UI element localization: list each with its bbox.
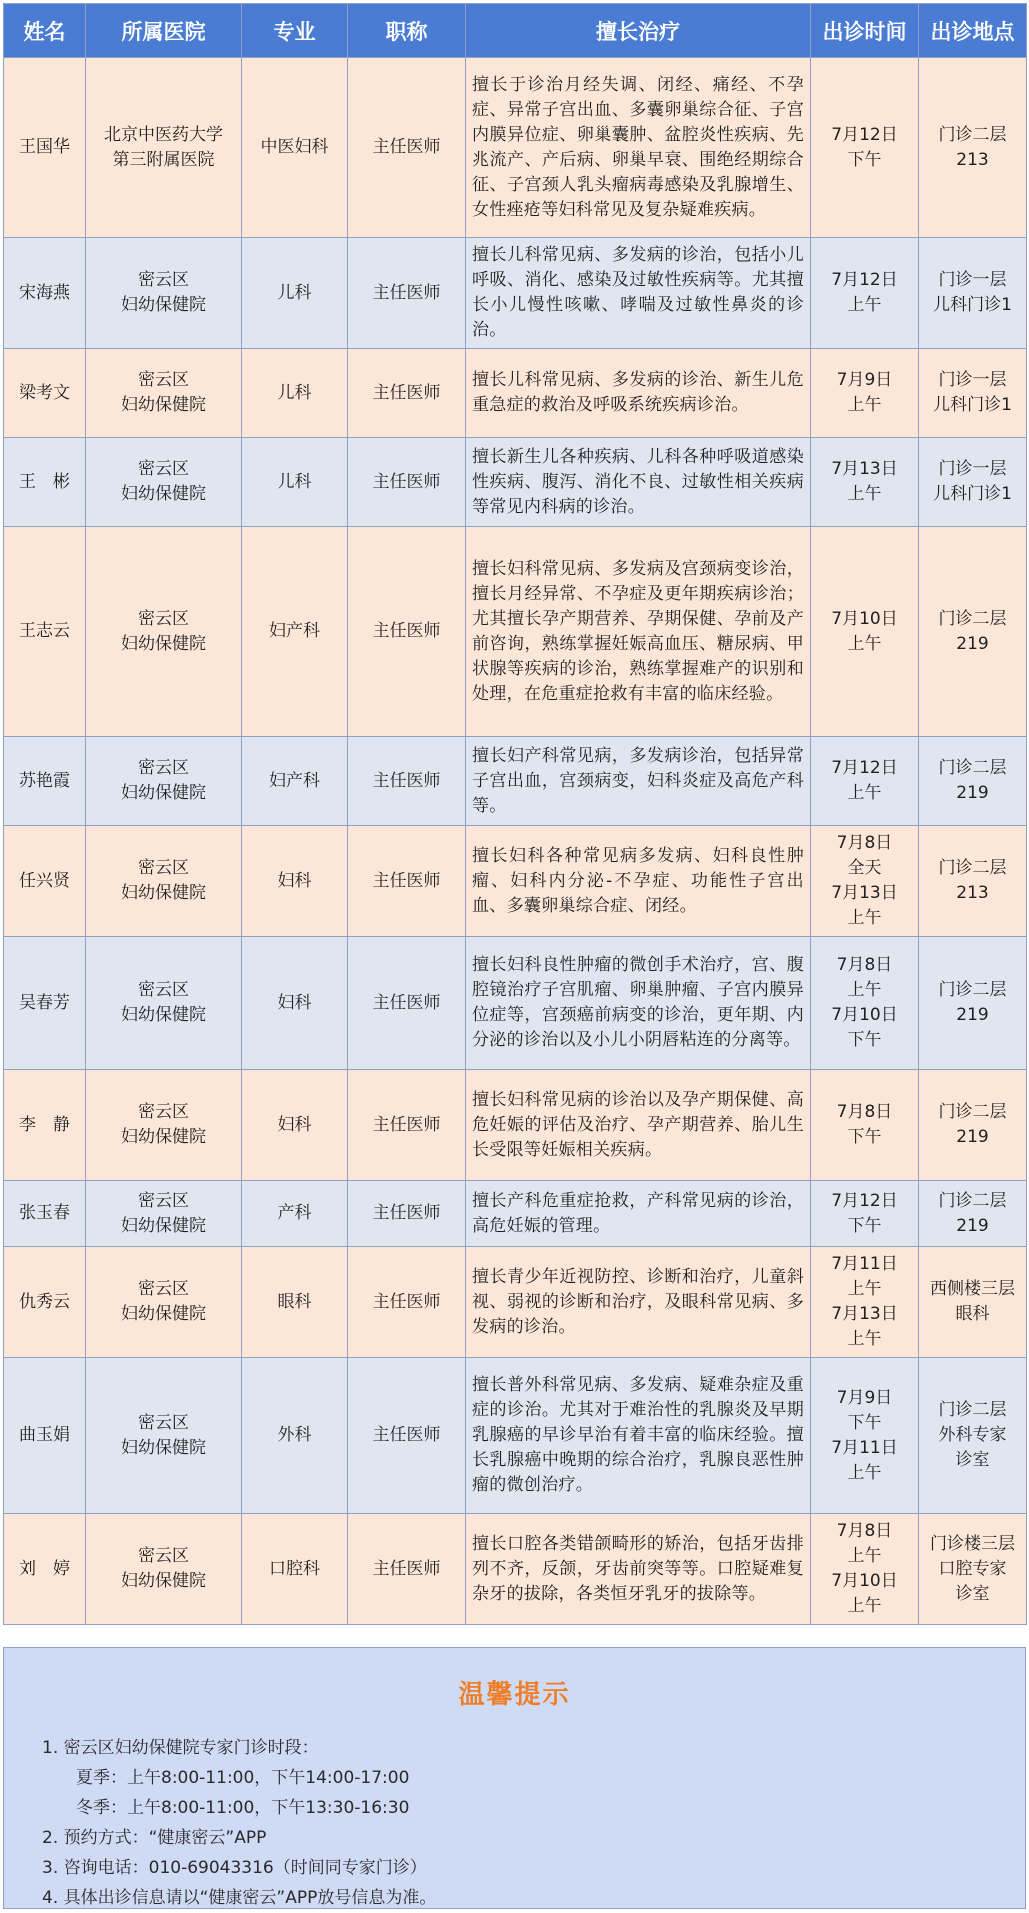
time-cell-line: 下午 [847,1215,882,1236]
specialty-cell: 儿科 [242,238,348,349]
title-cell: 主任医师 [348,1247,466,1358]
location-cell [919,238,1027,349]
hospital-cell [86,937,242,1070]
header-specialty: 专业 [242,4,348,58]
time-cell-line: 上午 [847,295,882,315]
header-title: 职称 [348,4,466,58]
location-cell [919,826,1027,937]
hospital-cell-line: 密云区 [138,1412,189,1433]
location-cell-line: 门诊二层 [938,1400,1007,1420]
title-cell: 主任医师 [348,438,466,527]
hospital-cell [86,238,242,349]
time-cell-line: 7月9日 [836,370,893,390]
time-cell-line: 7月13日 [831,883,898,903]
time-cell-line: 上午 [847,1462,882,1483]
title-cell: 主任医师 [348,527,466,737]
location-cell-line: 诊室 [955,1450,990,1470]
table-row [4,349,1027,438]
time-cell [811,527,919,737]
time-cell [811,1358,919,1514]
expertise-cell: 擅长新生儿各种疾病、儿科各种呼吸道感染性疾病、腹泻、消化不良、过敏性相关疾病等常见内科病的诊治。 [466,438,811,527]
table-row [4,826,1027,937]
time-cell-line: 7月12日 [831,270,898,290]
location-cell [919,1247,1027,1358]
time-cell [811,1070,919,1181]
hospital-cell-line: 密云区 [138,980,189,1000]
time-cell-line: 上午 [847,1596,882,1616]
time-cell [811,1181,919,1247]
expertise-cell: 擅长妇科良性肿瘤的微创手术治疗，宫、腹腔镜治疗子宫肌瘤、卵巢肿瘤、子宫内膜异位症等，宫颈癌前病变的诊治，更年期、内分泌的诊治以及小儿小阴唇粘连的分离等。 [466,937,811,1070]
table-row [4,1247,1027,1358]
tip-item: 4. 具体出诊信息请以“健康密云”APP放号信息为准。 [42,1888,437,1908]
location-cell [919,1070,1027,1181]
location-cell [919,438,1027,527]
expertise-cell: 擅长妇科常见病的诊治以及孕产期保健、高危妊娠的评估及治疗、孕产期营养、胎儿生长受限等妊娠相关疾病。 [466,1070,811,1181]
tip-item: 冬季：上午8:00-11:00，下午13:30-16:30 [76,1798,410,1818]
location-cell [919,937,1027,1070]
doctor-name: 王志云 [4,527,86,737]
time-cell-line: 上午 [847,908,882,928]
hospital-cell-line: 密云区 [138,858,189,878]
header-time: 出诊时间 [811,4,919,58]
time-cell [811,1247,919,1358]
hospital-cell-line: 密云区 [138,1279,189,1299]
time-cell-line: 上午 [847,633,882,654]
time-cell [811,826,919,937]
table-row [4,438,1027,527]
time-cell-line: 7月8日 [836,1102,893,1122]
time-cell-line: 7月8日 [836,955,893,975]
hospital-cell-line: 妇幼保健院 [121,1304,206,1324]
doctor-name: 吴春芳 [4,937,86,1070]
time-cell-line: 7月11日 [831,1254,898,1274]
tip-item: 1. 密云区妇幼保健院专家门诊时段： [42,1738,319,1758]
expertise-cell: 擅长产科危重症抢救，产科常见病的诊治，高危妊娠的管理。 [466,1181,811,1247]
hospital-cell-line: 妇幼保健院 [121,1571,206,1591]
tips-title: 温馨提示 [458,1680,571,1710]
time-cell-line: 下午 [847,1127,882,1147]
hospital-cell-line: 密云区 [138,1190,189,1211]
location-cell-line: 门诊二层 [938,758,1007,778]
table-row [4,238,1027,349]
time-cell [811,438,919,527]
location-cell-line: 口腔专家 [938,1558,1007,1579]
hospital-cell-line: 妇幼保健院 [121,1005,206,1025]
doctor-name: 李 静 [4,1070,86,1181]
title-cell: 主任医师 [348,1358,466,1514]
specialty-cell: 眼科 [242,1247,348,1358]
time-cell-line: 7月10日 [831,608,898,629]
table-row [4,58,1027,238]
time-cell-line: 7月8日 [836,833,893,853]
specialty-cell: 妇产科 [242,737,348,826]
time-cell [811,737,919,826]
table-row [4,1514,1027,1625]
title-cell: 主任医师 [348,1181,466,1247]
title-cell: 主任医师 [348,1514,466,1625]
time-cell-line: 全天 [847,858,882,878]
time-cell-line: 上午 [847,1329,882,1349]
doctor-schedule-table [3,3,1027,1625]
location-cell-line: 219 [956,633,989,654]
specialty-cell: 外科 [242,1358,348,1514]
location-cell [919,1358,1027,1514]
time-cell [811,937,919,1070]
location-cell-line: 门诊一层 [938,459,1007,479]
hospital-cell [86,349,242,438]
tips-list [42,1733,1025,1913]
tip-item: 夏季：上午8:00-11:00，下午14:00-17:00 [76,1768,410,1788]
title-cell: 主任医师 [348,1070,466,1181]
expertise-cell: 擅长妇科常见病、多发病及宫颈病变诊治，擅长月经异常、不孕症及更年期疾病诊治；尤其擅长孕产期营养、孕期保健、孕前及产前咨询，熟练掌握妊娠高血压、糖尿病、甲状腺等疾病的诊治，熟练掌握难产的识别和处理，在危重症抢救有丰富的临床经验。 [466,527,811,737]
location-cell-line: 儿科门诊1 [933,484,1012,504]
location-cell [919,58,1027,238]
hospital-cell-line: 妇幼保健院 [121,1215,206,1236]
table-row [4,737,1027,826]
location-cell-line: 门诊二层 [938,608,1007,629]
location-cell-line: 门诊一层 [938,370,1007,390]
expertise-cell: 擅长普外科常见病、多发病、疑难杂症及重症的诊治。尤其对于难治性的乳腺炎及早期乳腺癌的早诊早治有着丰富的临床经验。擅长乳腺癌中晚期的综合治疗，乳腺良恶性肿瘤的微创治疗。 [466,1358,811,1514]
hospital-cell-line: 北京中医药大学 [104,124,223,145]
specialty-cell: 儿科 [242,349,348,438]
header-hospital: 所属医院 [86,4,242,58]
hospital-cell [86,438,242,527]
location-cell [919,349,1027,438]
location-cell-line: 219 [956,783,989,803]
hospital-cell [86,1181,242,1247]
time-cell-line: 上午 [847,395,882,415]
time-cell-line: 7月12日 [831,1190,898,1211]
specialty-cell: 儿科 [242,438,348,527]
title-cell: 主任医师 [348,937,466,1070]
header-expertise: 擅长治疗 [466,4,811,58]
time-cell-line: 下午 [847,149,882,170]
location-cell-line: 门诊一层 [938,270,1007,290]
hospital-cell-line: 妇幼保健院 [121,295,206,315]
title-cell: 主任医师 [348,737,466,826]
doctor-name: 仇秀云 [4,1247,86,1358]
time-cell [811,238,919,349]
time-cell-line: 上午 [847,1546,882,1566]
location-cell-line: 213 [956,149,989,170]
time-cell-line: 下午 [847,1030,882,1050]
specialty-cell: 产科 [242,1181,348,1247]
time-cell-line: 上午 [847,980,882,1000]
time-cell-line: 7月10日 [831,1005,898,1025]
hospital-cell-line: 妇幼保健院 [121,883,206,903]
title-cell: 主任医师 [348,238,466,349]
location-cell-line: 213 [956,883,989,903]
time-cell-line: 7月13日 [831,1304,898,1324]
location-cell [919,737,1027,826]
hospital-cell [86,58,242,238]
time-cell-line: 上午 [847,484,882,504]
specialty-cell: 妇科 [242,1070,348,1181]
doctor-name: 宋海燕 [4,238,86,349]
hospital-cell [86,1514,242,1625]
location-cell-line: 门诊二层 [938,124,1007,145]
doctor-name: 曲玉娟 [4,1358,86,1514]
time-cell [811,58,919,238]
time-cell-line: 上午 [847,783,882,803]
time-cell-line: 7月10日 [831,1571,898,1591]
table-row [4,1358,1027,1514]
hospital-cell [86,826,242,937]
location-cell [919,527,1027,737]
time-cell-line: 7月12日 [831,124,898,145]
hospital-cell-line: 密云区 [138,758,189,778]
hospital-cell-line: 妇幼保健院 [121,395,206,415]
location-cell-line: 诊室 [955,1583,990,1604]
doctor-name: 王 彬 [4,438,86,527]
doctor-name: 苏艳霞 [4,737,86,826]
hospital-cell-line: 密云区 [138,370,189,390]
hospital-cell [86,1247,242,1358]
doctor-name: 刘 婷 [4,1514,86,1625]
hospital-cell-line: 妇幼保健院 [121,1127,206,1147]
location-cell-line: 儿科门诊1 [933,295,1012,315]
table-row [4,527,1027,737]
time-cell-line: 7月11日 [831,1437,898,1458]
hospital-cell-line: 密云区 [138,608,189,629]
time-cell [811,349,919,438]
location-cell-line: 门诊楼三层 [930,1533,1015,1554]
table-row [4,1070,1027,1181]
hospital-cell-line: 妇幼保健院 [121,783,206,803]
hospital-cell [86,1358,242,1514]
doctor-name: 王国华 [4,58,86,238]
hospital-cell [86,1070,242,1181]
hospital-cell-line: 妇幼保健院 [121,1437,206,1458]
specialty-cell: 中医妇科 [242,58,348,238]
location-cell-line: 门诊二层 [938,858,1007,878]
location-cell-line: 219 [956,1127,989,1147]
hospital-cell-line: 第三附属医院 [112,149,215,170]
expertise-cell: 擅长妇科各种常见病多发病、妇科良性肿瘤、妇科内分泌-不孕症、功能性子宫出血、多囊卵巢综合症、闭经。 [466,826,811,937]
specialty-cell: 妇科 [242,826,348,937]
time-cell [811,1514,919,1625]
expertise-cell: 擅长妇产科常见病，多发病诊治，包括异常子宫出血，宫颈病变，妇科炎症及高危产科等。 [466,737,811,826]
time-cell-line: 7月9日 [836,1387,893,1408]
expertise-cell: 擅长青少年近视防控、诊断和治疗，儿童斜视、弱视的诊断和治疗，及眼科常见病、多发病的诊治。 [466,1247,811,1358]
time-cell-line: 上午 [847,1279,882,1299]
location-cell [919,1514,1027,1625]
title-cell: 主任医师 [348,58,466,238]
doctor-name: 梁考文 [4,349,86,438]
hospital-cell [86,737,242,826]
tip-item: 3. 咨询电话：010-69043316（时间同专家门诊） [42,1858,427,1878]
specialty-cell: 妇产科 [242,527,348,737]
location-cell-line: 儿科门诊1 [933,395,1012,415]
hospital-cell-line: 密云区 [138,459,189,479]
doctor-name: 张玉春 [4,1181,86,1247]
hospital-cell-line: 妇幼保健院 [121,484,206,504]
tips-panel [3,1647,1026,1909]
hospital-cell-line: 密云区 [138,1546,189,1566]
specialty-cell: 妇科 [242,937,348,1070]
expertise-cell: 擅长儿科常见病、多发病的诊治、新生儿危重急症的救治及呼吸系统疾病诊治。 [466,349,811,438]
location-cell-line: 外科专家 [938,1425,1007,1445]
time-cell-line: 7月12日 [831,758,898,778]
title-cell: 主任医师 [348,349,466,438]
header-name: 姓名 [4,4,86,58]
time-cell-line: 7月13日 [831,459,898,479]
location-cell-line: 门诊二层 [938,980,1007,1000]
expertise-cell: 擅长儿科常见病、多发病的诊治，包括小儿呼吸、消化、感染及过敏性疾病等。尤其擅长小儿慢性咳嗽、哮喘及过敏性鼻炎的诊治。 [466,238,811,349]
location-cell-line: 西侧楼三层 [930,1279,1015,1299]
time-cell-line: 下午 [847,1412,882,1433]
hospital-cell [86,527,242,737]
specialty-cell: 口腔科 [242,1514,348,1625]
location-cell [919,1181,1027,1247]
location-cell-line: 219 [956,1215,989,1236]
doctor-name: 任兴贤 [4,826,86,937]
expertise-cell: 擅长于诊治月经失调、闭经、痛经、不孕症、异常子宫出血、多囊卵巢综合征、子宫内膜异位症、卵巢囊肿、盆腔炎性疾病、先兆流产、产后病、卵巢早衰、围绝经期综合征、子宫颈人乳头瘤病毒感染及乳腺增生、女性痤疮等妇科常见及复杂疑难疾病。 [466,58,811,238]
header-location: 出诊地点 [919,4,1027,58]
table-row [4,937,1027,1070]
location-cell-line: 门诊二层 [938,1190,1007,1211]
location-cell-line: 眼科 [955,1304,990,1324]
table-row [4,1181,1027,1247]
table-header-row [4,4,1027,58]
location-cell-line: 219 [956,1005,989,1025]
tip-item: 2. 预约方式：“健康密云”APP [42,1828,267,1848]
hospital-cell-line: 妇幼保健院 [121,633,206,654]
title-cell: 主任医师 [348,826,466,937]
location-cell-line: 门诊二层 [938,1102,1007,1122]
expertise-cell: 擅长口腔各类错颌畸形的矫治，包括牙齿排列不齐，反颌，牙齿前突等等。口腔疑难复杂牙的拔除，各类恒牙乳牙的拔除等。 [466,1514,811,1625]
time-cell-line: 7月8日 [836,1521,893,1541]
hospital-cell-line: 密云区 [138,270,189,290]
hospital-cell-line: 密云区 [138,1102,189,1122]
